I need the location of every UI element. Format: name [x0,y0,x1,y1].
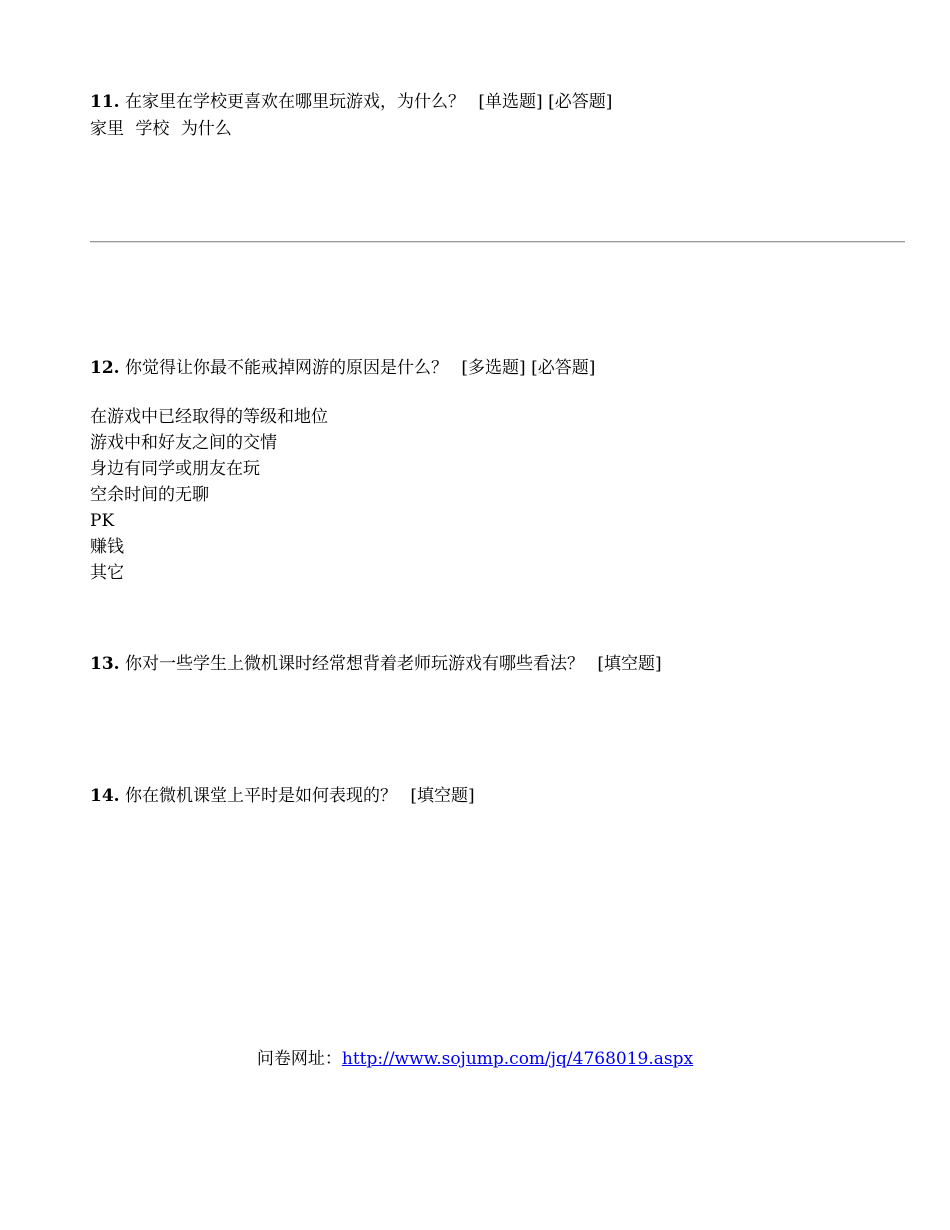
survey-url-footer [0,1046,950,1072]
question-12 [90,355,595,381]
option-item: 身边有同学或朋友在玩 [90,459,260,479]
survey-url-link[interactable]: http://www.sojump.com/jq/4768019.aspx [341,1049,694,1069]
question-text: 在家里在学校更喜欢在哪里玩游戏，为什么？ [124,92,465,112]
question-12-options [90,404,328,586]
option-item: 家里 [90,119,124,139]
question-type-tag: [填空题] [597,654,662,674]
option-item: 游戏中和好友之间的交情 [90,433,277,453]
option-item: 为什么 [180,119,232,139]
option-item: 其它 [90,563,124,583]
question-number: 11. [90,92,120,112]
option-item: 赚钱 [90,537,124,557]
question-text: 你觉得让你最不能戒掉网游的原因是什么？ [124,358,448,378]
required-tag: [必答题] [531,358,596,378]
option-item: PK [90,511,115,531]
question-14 [90,783,475,809]
question-11-options [90,116,232,142]
question-number: 14. [90,786,120,806]
question-type-tag: [多选题] [461,358,526,378]
survey-url-label: 问卷网址： [256,1049,342,1069]
question-13 [90,651,662,677]
section-divider [90,241,905,243]
question-text: 你对一些学生上微机课时经常想背着老师玩游戏有哪些看法？ [124,654,584,674]
question-type-tag: [填空题] [410,786,475,806]
required-tag: [必答题] [548,92,613,112]
option-item: 空余时间的无聊 [90,485,209,505]
option-item: 在游戏中已经取得的等级和地位 [90,407,328,427]
question-11 [90,89,612,115]
question-text: 你在微机课堂上平时是如何表现的？ [124,786,397,806]
question-number: 12. [90,358,120,378]
option-item: 学校 [135,119,170,139]
question-number: 13. [90,654,120,674]
question-type-tag: [单选题] [478,92,543,112]
